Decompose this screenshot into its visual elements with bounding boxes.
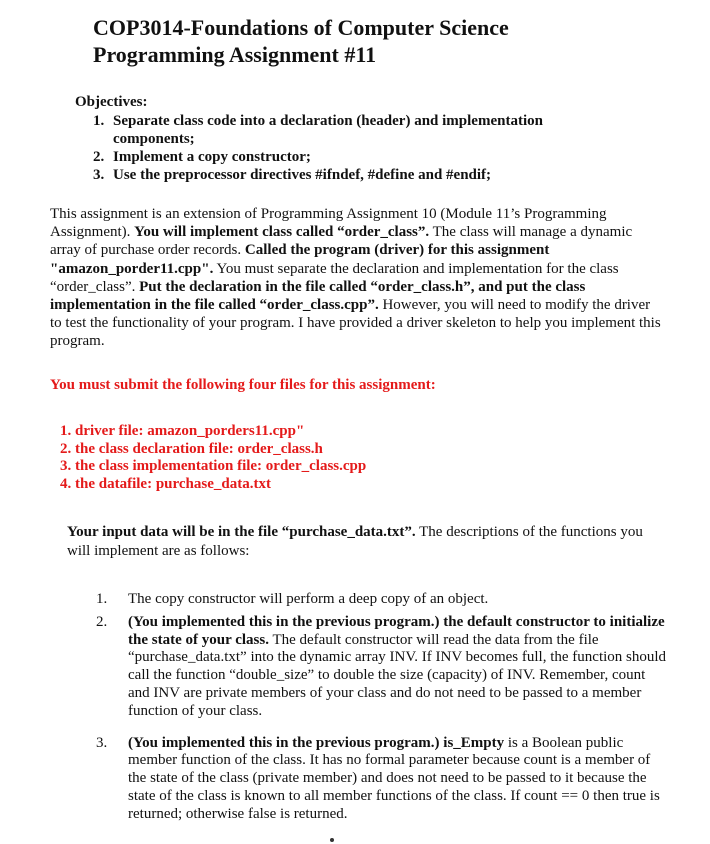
- input-data-paragraph: Your input data will be in the file “purchase_data.txt”. The descriptions of the functions you will implement are as follows:: [67, 524, 643, 559]
- submission-file-item: 1. driver file: amazon_porders11.cpp": [60, 423, 305, 439]
- objective-item: 2. Implement a copy constructor;: [93, 149, 311, 165]
- function-item: 2. (You implemented this in the previous program.) the default constructor to initialize the state of your class. The default constructor will read the data from the file “purchase_data.txt” into the dynamic array INV. If INV becomes full, the function should call the function “double_size” to double the size (capacity) of INV. Remember, count and INV are private members of your class and do not need to be passed to a member function of your class.: [96, 613, 667, 719]
- assignment-title: Programming Assignment #11: [93, 42, 377, 67]
- submission-file-item: 3. the class implementation file: order_class.cpp: [60, 458, 367, 474]
- description-paragraph: This assignment is an extension of Programming Assignment 10 (Module 11’s Programming Assignment). You will implement class called “order_class”. The class will manage a dynamic array of purchase order records. Called the program (driver) for this assignment "amazon_porder11.cpp". You must separate the declaration and implementation for the class “order_class”. Put the declaration in the file called “order_class.h”, and put the class implementation in the file called “order_class.cpp”. However, you will need to modify the driver to test the functionality of your program. I have provided a driver skeleton to help you implement this program.: [50, 206, 661, 350]
- document-title: [93, 14, 509, 68]
- function-item: 1. The copy constructor will perform a deep copy of an object.: [96, 591, 489, 607]
- submission-file-list: [60, 423, 366, 493]
- submission-heading: You must submit the following four files for this assignment:: [50, 377, 436, 393]
- function-list: [96, 591, 670, 824]
- submission-file-item: 4. the datafile: purchase_data.txt: [60, 475, 271, 492]
- submission-file-item: 2. the class declaration file: order_class.h: [60, 440, 323, 457]
- page-mark: [330, 838, 334, 842]
- objective-item: 3. Use the preprocessor directives #ifndef, #define and #endif;: [93, 167, 492, 183]
- objectives-heading: Objectives:: [75, 94, 148, 110]
- objective-item: 1. Separate class code into a declaration (header) and implementation components;: [93, 113, 543, 147]
- course-title: COP3014-Foundations of Computer Science: [93, 15, 509, 40]
- objectives-list: [93, 112, 613, 184]
- function-item: 3. (You implemented this in the previous program.) is_Empty is a Boolean public member function of the class. It has no formal parameter because count is a member of the state of the class (private member) and does not need to be passed to it because the state of the class is known to all member functions of the class. If count == 0 then true is returned; otherwise false is returned.: [96, 734, 660, 822]
